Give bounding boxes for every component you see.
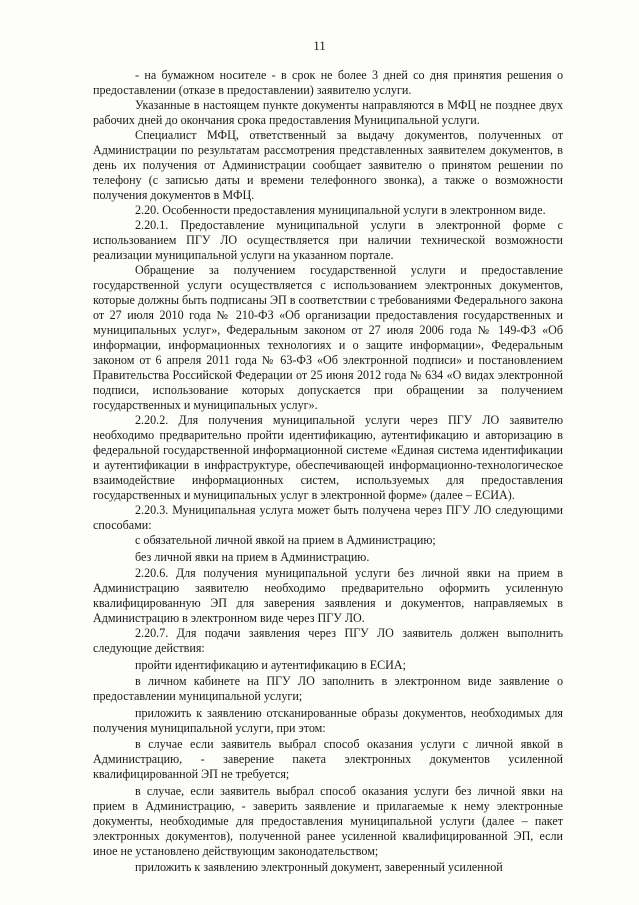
paragraph: 2.20.2. Для получения муниципальной услуги через ПГУ ЛО заявителю необходимо предварительно пройти идентификацию, аутентификацию и авторизацию в федеральной государственной информационной системе «Единая система идентификации и аутентификации в инфраструктуре, обеспечивающей информационно-технологическое взаимодействие информационных систем, используемых для предоставления государственных и муниципальных услуг в электронной форме» (далее – ЕСИА). — [93, 413, 563, 502]
list-item: в случае если заявитель выбрал способ оказания услуги с личной явкой в Администрацию, - заверение пакета электронных документов усиленной квалифицированной ЭП не требуется; — [93, 737, 563, 781]
section-heading: 2.20. Особенности предоставления муниципальной услуги в электронном виде. — [135, 203, 546, 217]
document-body — [93, 68, 563, 875]
list-item: в случае, если заявитель выбрал способ оказания услуги без личной явки на прием в Администрацию, - заверить заявление и прилагаемые к нему электронные документы, необходимые для предоставления муниципальной услуги (далее – пакет электронных документов), полученной ранее усиленной квалифицированной ЭП, если иное не установлено действующим законодательством; — [93, 783, 563, 858]
paragraph: 2.20.6. Для получения муниципальной услуги без личной явки на прием в Администрацию заявителю необходимо предварительно оформить усиленную квалифицированную ЭП для заверения заявления и документов, направляемых в Администрацию в электронном виде через ПГУ ЛО. — [93, 566, 563, 625]
paragraph: 2.20.7. Для подачи заявления через ПГУ ЛО заявитель должен выполнить следующие действия: — [93, 626, 563, 655]
paragraph: Указанные в настоящем пункте документы направляются в МФЦ не позднее двух рабочих дней до окончания срока предоставления Муниципальной услуги. — [93, 98, 563, 127]
list-item: с обязательной личной явкой на прием в Администрацию; — [135, 533, 436, 547]
list-item: без личной явки на прием в Администрацию. — [135, 549, 370, 564]
paragraph: Обращение за получением государственной услуги и предоставление государственной услуги осуществляется с использованием электронных документов, которые должны быть подписаны ЭП в соответствии с требованиями Федерального закона от 27 июля 2010 года № 210-ФЗ «Об организации предоставления государственных и муниципальных услуг», Федеральным законом от 27 июля 2006 года № 149-ФЗ «Об информации, информационных технологиях и о защите информации», Федеральным законом от 6 апреля 2011 года № 63-ФЗ «Об электронной подписи» и постановлением Правительства Российской Федерации от 25 июня 2012 года № 634 «О видах электронной подписи, использование которых допускается при обращении за получением государственных и муниципальных услуг». — [93, 263, 563, 412]
page-number: 11 — [313, 38, 326, 53]
list-item: приложить к заявлению электронный документ, заверенный усиленной — [135, 860, 503, 874]
list-item: в личном кабинете на ПГУ ЛО заполнить в электронном виде заявление о предоставлении муниципальной услуги; — [93, 674, 563, 703]
paragraph: 2.20.3. Муниципальная услуга может быть получена через ПГУ ЛО следующими способами: — [93, 503, 563, 532]
paragraph: Специалист МФЦ, ответственный за выдачу документов, полученных от Администрации по результатам рассмотрения представленных заявителем документов, в день их получения от Администрации сообщает заявителю о принятом решении по телефону (с записью даты и времени телефонного звонка), а также о возможности получения документов в МФЦ. — [93, 128, 563, 202]
paragraph: 2.20.1. Предоставление муниципальной услуги в электронной форме с использованием ПГУ ЛО осуществляется при наличии технической возможности реализации муниципальной услуги на указанном портале. — [93, 218, 563, 262]
paragraph: - на бумажном носителе - в срок не более 3 дней со дня принятия решения о предоставлении (отказе в предоставлении) заявителю услуги. — [93, 68, 563, 97]
list-item: приложить к заявлению отсканированные образы документов, необходимых для получения муниципальной услуги, при этом: — [93, 705, 563, 735]
list-item: пройти идентификацию и аутентификацию в ЕСИА; — [135, 657, 406, 672]
